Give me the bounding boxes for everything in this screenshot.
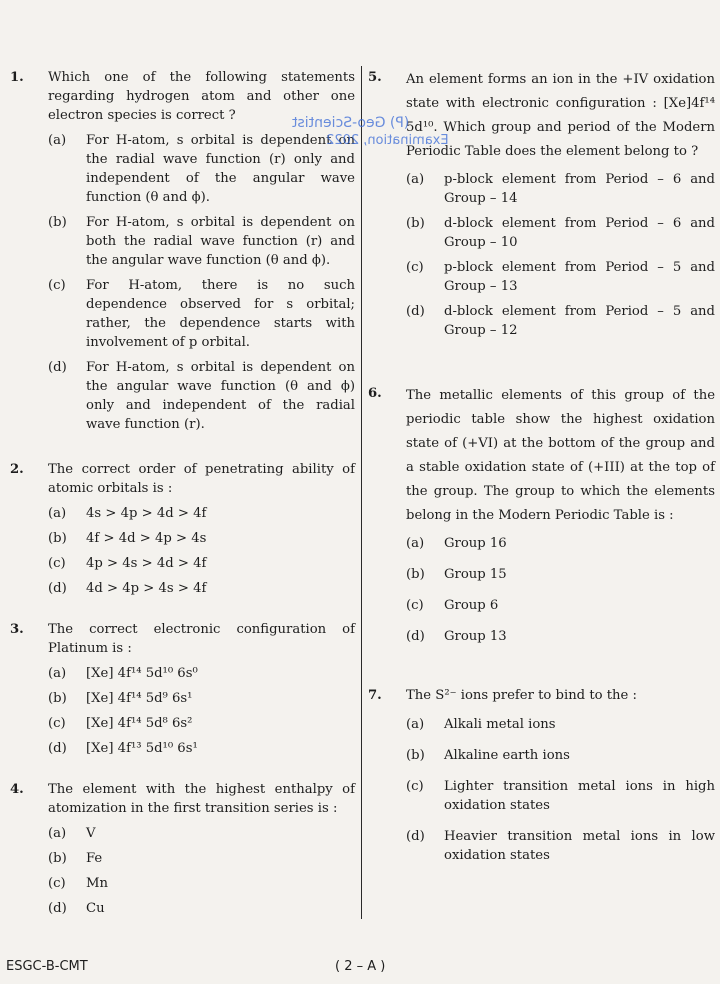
option-text: For H-atom, s orbital is dependent on both the radial wave function (r) and the angular wave function (θ and ϕ). bbox=[86, 215, 355, 268]
question-number: 7. bbox=[368, 688, 382, 703]
option-text: Alkaline earth ions bbox=[444, 748, 570, 763]
paper-code: ESGC-B-CMT bbox=[6, 959, 88, 974]
option-c[interactable] bbox=[48, 874, 355, 893]
option-label: (c) bbox=[406, 598, 424, 613]
option-text: 4d > 4p > 4s > 4f bbox=[86, 581, 207, 596]
option-label: (c) bbox=[48, 556, 66, 571]
option-c[interactable] bbox=[48, 714, 355, 733]
option-label: (b) bbox=[406, 567, 425, 582]
option-text: [Xe] 4f¹⁴ 5d⁹ 6s¹ bbox=[86, 691, 193, 706]
option-d[interactable] bbox=[48, 579, 355, 598]
option-a[interactable] bbox=[48, 824, 355, 843]
question-stem: The correct order of penetrating ability of atomic orbitals is : bbox=[48, 462, 355, 496]
option-text: Alkali metal ions bbox=[444, 717, 556, 732]
option-a[interactable] bbox=[406, 715, 715, 734]
option-text: d-block element from Period – 5 and Group – 12 bbox=[444, 304, 715, 338]
option-b[interactable] bbox=[48, 849, 355, 868]
question-3 bbox=[10, 620, 355, 758]
option-label: (a) bbox=[406, 536, 425, 551]
option-label: (a) bbox=[406, 172, 425, 187]
option-text: Heavier transition metal ions in low oxidation states bbox=[444, 829, 715, 863]
question-stem: Which one of the following statements regarding hydrogen atom and other one electron species is correct ? bbox=[48, 70, 355, 123]
option-label: (b) bbox=[406, 748, 425, 763]
option-d[interactable] bbox=[406, 627, 715, 646]
question-stem: The element with the highest enthalpy of atomization in the first transition series is : bbox=[48, 782, 355, 816]
option-label: (d) bbox=[406, 829, 425, 844]
option-text: For H-atom, there is no such dependence observed for s orbital; rather, the dependence starts with involvement of p orbital. bbox=[86, 278, 355, 350]
page-number: ( 2 – A ) bbox=[335, 959, 386, 974]
watermark-text: (P) Geo-Scientist bbox=[292, 115, 410, 131]
option-label: (d) bbox=[48, 901, 67, 916]
option-label: (a) bbox=[48, 133, 67, 148]
question-number: 1. bbox=[10, 70, 24, 85]
question-2 bbox=[10, 460, 355, 598]
option-text: 4p > 4s > 4d > 4f bbox=[86, 556, 207, 571]
option-label: (c) bbox=[406, 779, 424, 794]
option-b[interactable] bbox=[48, 213, 355, 270]
option-text: Group 15 bbox=[444, 567, 507, 582]
option-text: [Xe] 4f¹³ 5d¹⁰ 6s¹ bbox=[86, 741, 198, 756]
option-c[interactable] bbox=[406, 596, 715, 615]
option-c[interactable] bbox=[406, 258, 715, 296]
option-label: (a) bbox=[48, 826, 67, 841]
option-d[interactable] bbox=[48, 358, 355, 434]
option-label: (d) bbox=[406, 629, 425, 644]
right-column bbox=[368, 68, 715, 883]
option-b[interactable] bbox=[406, 565, 715, 584]
option-a[interactable] bbox=[406, 534, 715, 553]
option-a[interactable] bbox=[48, 504, 355, 523]
option-d[interactable] bbox=[406, 827, 715, 865]
watermark-text: Examination, 2022 bbox=[326, 133, 449, 148]
question-number: 6. bbox=[368, 386, 382, 401]
option-a[interactable] bbox=[48, 131, 355, 207]
option-text: For H-atom, s orbital is dependent on the radial wave function (r) only and independent of the angular wave function (θ and ϕ). bbox=[86, 133, 355, 205]
question-number: 2. bbox=[10, 462, 24, 477]
option-text: V bbox=[86, 826, 96, 841]
option-label: (a) bbox=[48, 506, 67, 521]
option-text: 4s > 4p > 4d > 4f bbox=[86, 506, 207, 521]
option-label: (d) bbox=[48, 581, 67, 596]
question-stem: An element forms an ion in the +IV oxidation state with electronic configuration : [Xe]4f¹⁴ 5d¹⁰. Which group and period of the Modern Periodic Table does the element belong to ? bbox=[406, 72, 715, 159]
option-b[interactable] bbox=[48, 689, 355, 708]
question-7 bbox=[368, 686, 715, 865]
question-5 bbox=[368, 68, 715, 340]
option-a[interactable] bbox=[406, 170, 715, 208]
option-d[interactable] bbox=[406, 302, 715, 340]
question-stem: The metallic elements of this group of the periodic table show the highest oxidation state of (+VI) at the bottom of the group and a stable oxidation state of (+III) at the top of the group. The group to which the elements belong in the Modern Periodic Table is : bbox=[406, 388, 715, 523]
option-text: p-block element from Period – 6 and Group – 14 bbox=[444, 172, 715, 206]
option-label: (b) bbox=[48, 691, 67, 706]
option-label: (d) bbox=[48, 741, 67, 756]
question-stem: The S²⁻ ions prefer to bind to the : bbox=[406, 688, 637, 703]
option-label: (b) bbox=[48, 531, 67, 546]
option-text: Fe bbox=[86, 851, 103, 866]
question-stem: The correct electronic configuration of Platinum is : bbox=[48, 622, 355, 656]
option-text: Mn bbox=[86, 876, 108, 891]
option-text: For H-atom, s orbital is dependent on the angular wave function (θ and ϕ) only and independent of the radial wave function (r). bbox=[86, 360, 355, 432]
option-c[interactable] bbox=[48, 554, 355, 573]
option-label: (a) bbox=[48, 666, 67, 681]
option-d[interactable] bbox=[48, 739, 355, 758]
question-number: 5. bbox=[368, 70, 382, 85]
question-6 bbox=[368, 384, 715, 646]
option-b[interactable] bbox=[406, 214, 715, 252]
option-label: (b) bbox=[406, 216, 425, 231]
option-text: Lighter transition metal ions in high oxidation states bbox=[444, 779, 715, 813]
option-text: Group 6 bbox=[444, 598, 499, 613]
option-label: (b) bbox=[48, 851, 67, 866]
option-text: Cu bbox=[86, 901, 105, 916]
option-label: (c) bbox=[48, 278, 66, 293]
option-label: (c) bbox=[48, 876, 66, 891]
option-label: (c) bbox=[48, 716, 66, 731]
option-label: (b) bbox=[48, 215, 67, 230]
option-text: [Xe] 4f¹⁴ 5d¹⁰ 6s⁰ bbox=[86, 666, 198, 681]
option-label: (c) bbox=[406, 260, 424, 275]
column-divider bbox=[361, 66, 362, 919]
option-text: 4f > 4d > 4p > 4s bbox=[86, 531, 207, 546]
question-4 bbox=[10, 780, 355, 918]
option-text: d-block element from Period – 6 and Group – 10 bbox=[444, 216, 715, 250]
option-text: p-block element from Period – 5 and Group – 13 bbox=[444, 260, 715, 294]
left-column bbox=[10, 68, 355, 936]
option-text: Group 13 bbox=[444, 629, 507, 644]
option-text: Group 16 bbox=[444, 536, 507, 551]
option-text: [Xe] 4f¹⁴ 5d⁸ 6s² bbox=[86, 716, 193, 731]
question-number: 3. bbox=[10, 622, 24, 637]
option-d[interactable] bbox=[48, 899, 355, 918]
option-a[interactable] bbox=[48, 664, 355, 683]
option-label: (d) bbox=[48, 360, 67, 375]
option-c[interactable] bbox=[406, 777, 715, 815]
option-label: (a) bbox=[406, 717, 425, 732]
option-label: (d) bbox=[406, 304, 425, 319]
question-number: 4. bbox=[10, 782, 24, 797]
option-b[interactable] bbox=[48, 529, 355, 548]
option-b[interactable] bbox=[406, 746, 715, 765]
option-c[interactable] bbox=[48, 276, 355, 352]
